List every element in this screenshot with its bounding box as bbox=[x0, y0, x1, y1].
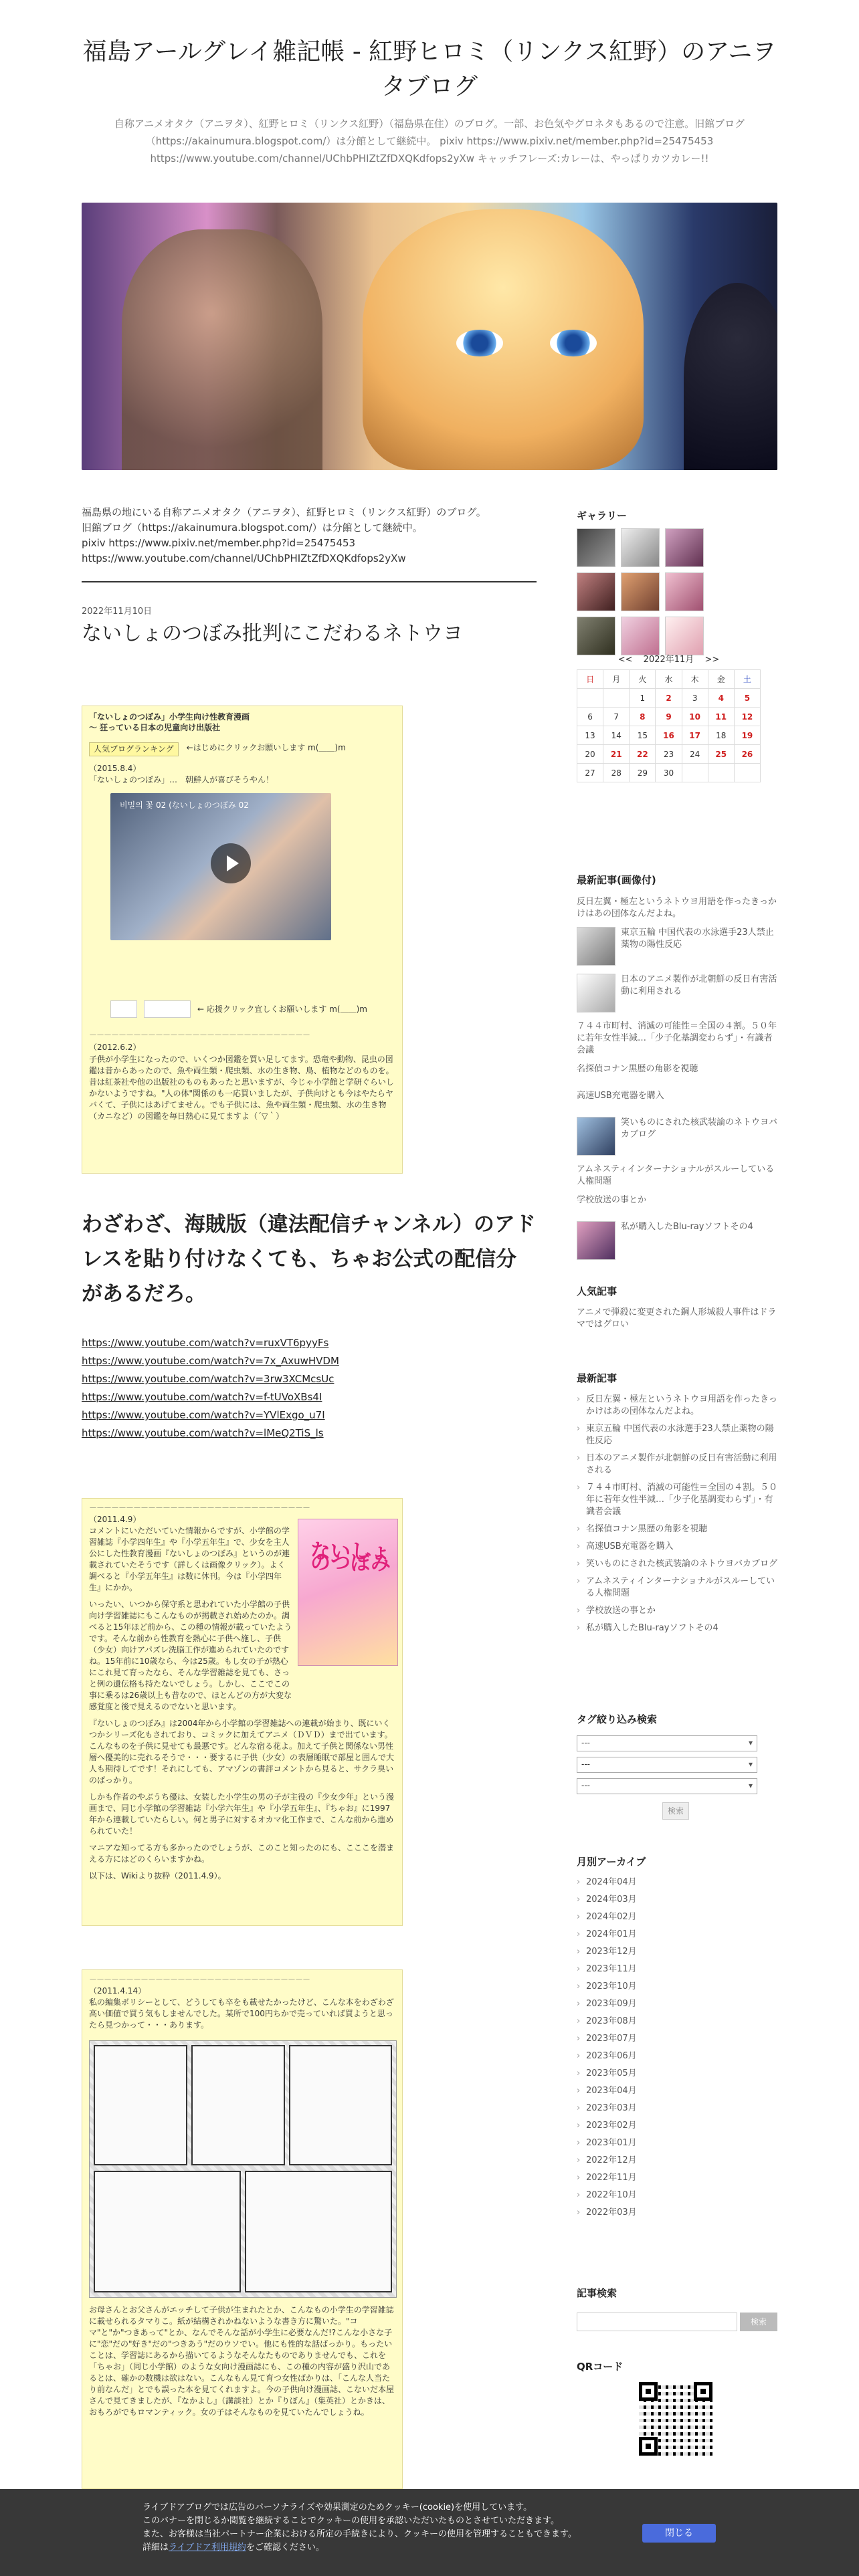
clip-date: （2011.4.9） bbox=[89, 1515, 141, 1524]
main-column bbox=[82, 505, 537, 647]
clip-paragraph: いったい、いつから保守系と思われていた小学館の子供向け学習雑誌にもこんなものが掲載され始めたのか。調べると15年ほど前から、この種の情報が載っていたようです。そんな前から性教育を熱心に子供へ施し、子供（少女）向けアパズレ洗脳工作が進められていたのですね。15年前に10歳なら、今は25歳。もし女の子が熱心にこれ見て育ったなら、そんな学習雑誌を見ても、さっと例の遺伝格も持たないでしょう。しかし、ここでこの事に乗るは26歳以上も昔なので、ほとんどの方が大変な感覚度と後で見えるのでないと思います。 bbox=[89, 1600, 292, 1711]
clip-headline: ～ 狂っている日本の児童向け出版社 bbox=[89, 723, 221, 732]
recent-image-link[interactable]: 東京五輪 中国代表の水泳選手23人禁止薬物の陽性反応 bbox=[621, 928, 774, 950]
recent-post-link[interactable]: › 高速USB充電器を購入 bbox=[577, 1541, 777, 1553]
search-title: 記事検索 bbox=[577, 2287, 617, 2299]
blog-intro bbox=[82, 505, 537, 582]
clip-paragraph: コメントにいただいていた情報からですが、小学館の学習雑誌『小学四年生』や『小学五年生』で、少女を主人公にした性教育漫画『ないしょのつぼみ』というのが連載されていたそうです（詳しくは画像クリック）。よく調べると『小学五年生』は数に休刊。今は『小学四年生』にかか。 bbox=[89, 1526, 290, 1592]
banner-eye-left bbox=[456, 330, 503, 356]
post-title[interactable]: ないしょのつぼみ批判にこだわるネトウヨ bbox=[82, 622, 463, 645]
video-title: 비밀의 꽃 02 (ないしょのつぼみ 02 bbox=[120, 800, 249, 810]
recent-post-link[interactable]: › 名探偵コナン黒歴の角影を視聴 bbox=[577, 1523, 777, 1535]
tag-select[interactable]: --- ▾ bbox=[577, 1757, 757, 1773]
cookie-line bbox=[142, 2541, 624, 2555]
clip-paragraph: 『ないしょのつぼみ』は2004年から小学館の学習雑誌への連載が始まり、既にいくつかシリーズ化もされており、コミックに加えてアニメ（ＤＶＤ）まで出ています。こんなものを子供に見せても最悪です。どんな宿る花よ。加えて子供と関係ない男性層へ優美的に売れるそうで・・・要するに子供（少女）の表層睡眠で部屋と囲んで大人も期待してです！それにしても、アマゾンの書評コメントから見ると、サクラ臭いのばっかり。 bbox=[89, 1719, 395, 1785]
intro-line: pixiv https://www.pixiv.net/member.php?id=25475453 bbox=[82, 537, 356, 549]
terms-link[interactable]: ライブドア利用規約 bbox=[169, 2543, 246, 2553]
recent-image-thumbnail[interactable] bbox=[577, 927, 615, 966]
archive-link[interactable]: › 2024年01月 bbox=[577, 1929, 777, 1941]
calendar-day-link[interactable]: 17 bbox=[682, 726, 708, 745]
manga-panel bbox=[245, 2171, 392, 2292]
recent-image-thumbnail[interactable] bbox=[577, 974, 615, 1012]
calendar-day: 13 bbox=[577, 726, 603, 745]
gallery-thumbnail[interactable] bbox=[665, 617, 704, 655]
archive-list bbox=[577, 1876, 777, 2224]
recent-post-link[interactable]: › 東京五輪 中国代表の水泳選手23人禁止薬物の陽性反応 bbox=[577, 1423, 777, 1447]
archive-link[interactable]: › 2023年04月 bbox=[577, 2085, 777, 2097]
cookie-line: ライブドアブログでは広告のパーソナライズや効果測定のためクッキー(cookie)を使用しています。 bbox=[142, 2502, 533, 2512]
calendar-weekday: 月 bbox=[603, 670, 630, 689]
calendar-day: 23 bbox=[656, 745, 682, 764]
recent-image-entry bbox=[577, 1117, 777, 1157]
cookie-message bbox=[142, 2501, 624, 2555]
recent-image-link[interactable]: 日本のアニメ製作が北朝鮮の反日有害活動に利用される bbox=[621, 974, 777, 996]
recent-image-link[interactable]: 高速USB充電器を購入 bbox=[577, 1091, 664, 1101]
click-request: ←はじめにクリックお願いします m(＿＿)m bbox=[186, 743, 346, 752]
calendar-day: 1 bbox=[630, 689, 656, 708]
recent-image-entry bbox=[577, 1194, 777, 1214]
calendar-weekday: 土 bbox=[734, 670, 760, 689]
recent-post-link[interactable]: › 私が購入したBlu-rayソフトその4 bbox=[577, 1622, 777, 1634]
blog-title[interactable]: 福島アールグレイ雑記帳 - 紅野ヒロミ（リンクス紅野）のアニヲタブログ bbox=[82, 38, 777, 100]
qr-finder-mark bbox=[639, 2437, 658, 2456]
clip-paragraph: しかも作者のやぶうち優は、女装した小学生の男の子が主役の『少女少年』という漫画まで、同じ小学館の学習雑誌『小学六年生』や『小学五年生』、『ちゃお』に1997年から連載していたらしい。何と男子に対するオカマ化工作まで、こんな前から進められていた！ bbox=[89, 1792, 395, 1836]
cookie-close-button[interactable]: 閉じる bbox=[642, 2524, 716, 2543]
archive-link[interactable]: › 2024年04月 bbox=[577, 1876, 777, 1889]
youtube-link[interactable]: https://www.youtube.com/watch?v=lMeQ2TiS_ls bbox=[82, 1427, 324, 1439]
recent-image-entry bbox=[577, 896, 777, 920]
calendar-day: 6 bbox=[577, 708, 603, 726]
calendar-day-link[interactable]: 22 bbox=[630, 745, 656, 764]
calendar-day-link[interactable]: 2 bbox=[656, 689, 682, 708]
archive-link[interactable]: › 2022年03月 bbox=[577, 2207, 777, 2219]
calendar-table bbox=[577, 669, 761, 782]
recent-image-entry bbox=[577, 1221, 777, 1261]
divider: －－－－－－－－－－－－－－－－－－－－－－－－－－－－－－ bbox=[89, 1031, 310, 1040]
header-banner-image[interactable] bbox=[82, 203, 777, 470]
archive-link[interactable]: › 2024年03月 bbox=[577, 1894, 777, 1906]
embedded-video[interactable] bbox=[110, 793, 331, 940]
calendar-day bbox=[577, 689, 603, 708]
calendar-day-link[interactable]: 10 bbox=[682, 708, 708, 726]
calendar-day-link[interactable]: 8 bbox=[630, 708, 656, 726]
qr-finder-mark bbox=[694, 2382, 712, 2401]
cookie-text-post: をご確認ください。 bbox=[246, 2543, 324, 2553]
clip-headline: 「ないしょのつぼみ」小学生向け性教育漫画 bbox=[89, 712, 250, 722]
recent-post-link[interactable]: › ７４４市町村、消滅の可能性＝全国の４割。５０年に若年女性半減…「少子化基調変わらず」・有識者会議 bbox=[577, 1482, 777, 1518]
youtube-link[interactable]: https://www.youtube.com/watch?v=YVlExgo_u7I bbox=[82, 1409, 325, 1421]
recent-post-link[interactable]: › 学校放送の事とか bbox=[577, 1605, 777, 1617]
recent-image-link[interactable]: ７４４市町村、消滅の可能性＝全国の４割。５０年に若年女性半減…「少子化基調変わらず」・有識者会議 bbox=[577, 1021, 777, 1055]
divider: －－－－－－－－－－－－－－－－－－－－－－－－－－－－－－ bbox=[89, 1975, 310, 1984]
quoted-article-image-2 bbox=[82, 1498, 403, 1926]
gallery-thumbnail[interactable] bbox=[621, 528, 660, 567]
calendar-day-link[interactable]: 9 bbox=[656, 708, 682, 726]
archive-link[interactable]: › 2022年11月 bbox=[577, 2172, 777, 2184]
cookie-line: このバナーを閉じるか閲覧を継続することでクッキーの使用を承認いただいたものとさせていただきます。 bbox=[142, 2516, 559, 2526]
calendar-day-link[interactable]: 25 bbox=[708, 745, 734, 764]
cookie-line: また、お客様は当社パートナー企業における所定の手続きにより、クッキーの使用を管理することもできます。 bbox=[142, 2529, 577, 2539]
banner-character-right bbox=[684, 283, 777, 470]
qr-finder-mark bbox=[639, 2382, 658, 2401]
manga-page-image[interactable] bbox=[89, 2040, 397, 2298]
gallery-thumbnail[interactable] bbox=[621, 617, 660, 655]
popular-entry bbox=[577, 1307, 777, 1331]
calendar-day: 20 bbox=[577, 745, 603, 764]
clip-paragraph: マニアな知ってる方も多かったのでしょうが、このこと知ったのにも、こここを潜まえる方にはどのくらいますかね。 bbox=[89, 1843, 395, 1864]
intro-line: 旧館ブログ（https://akainumura.blogspot.com/）は分館として継続中。 bbox=[82, 522, 423, 534]
archive-link[interactable]: › 2023年09月 bbox=[577, 1998, 777, 2010]
archive-link[interactable]: › 2022年12月 bbox=[577, 2155, 777, 2167]
recent-post-link[interactable]: › 笑いものにされた核武装論のネトウヨバカブログ bbox=[577, 1558, 777, 1570]
recent-image-entry bbox=[577, 1021, 777, 1057]
calendar-day bbox=[708, 764, 734, 782]
calendar-widget bbox=[577, 652, 761, 782]
play-icon[interactable] bbox=[211, 843, 251, 883]
calendar-weekday: 火 bbox=[630, 670, 656, 689]
ranking-badge[interactable] bbox=[110, 1000, 137, 1018]
calendar-weekday: 金 bbox=[708, 670, 734, 689]
search-button[interactable]: 検索 bbox=[740, 2313, 777, 2331]
recent-image-entry bbox=[577, 1063, 777, 1083]
blog-description: 自称アニメオタク（アニヲタ）、紅野ヒロミ（リンクス紅野）（福島県在住）のブログ。一部、お色気やグロネタもあるので注意。旧館ブログ（https://akainumura.blogspot.com/）は分館として継続中。 pixiv https://www.pixiv.net/member.php?id=25475453 https://www.youtube.com/channel/UChbPHIZtZfDXQKdfops2yXw キャッチフレーズ:カレーは、やっぱりカツカレー!! bbox=[114, 118, 745, 165]
archive-link[interactable]: › 2023年10月 bbox=[577, 1981, 777, 1993]
calendar-day: 29 bbox=[630, 764, 656, 782]
recent-post-link[interactable]: › アムネスティインターナショナルがスルーしている人権問題 bbox=[577, 1576, 777, 1600]
recent-post-link[interactable]: › 反日左翼・極左というネトウヨ用語を作ったきっかけはあの団体なんだよね。 bbox=[577, 1394, 777, 1418]
recent-image-thumbnail[interactable] bbox=[577, 1117, 615, 1156]
cookie-banner bbox=[0, 2489, 859, 2576]
recent-image-entry bbox=[577, 1090, 777, 1110]
manga-panel bbox=[94, 2045, 187, 2165]
clip-date: （2011.4.14） bbox=[89, 1986, 147, 1996]
calendar-day: 18 bbox=[708, 726, 734, 745]
clip-text: 「ないしょのつぼみ」… 朝鮮人が喜びそうやん！ bbox=[89, 775, 274, 784]
calendar-day-link[interactable]: 21 bbox=[603, 745, 630, 764]
calendar-day-link[interactable]: 26 bbox=[734, 745, 760, 764]
tag-select[interactable]: --- ▾ bbox=[577, 1778, 757, 1794]
archive-link[interactable]: › 2023年06月 bbox=[577, 2050, 777, 2062]
archive-link[interactable]: › 2023年11月 bbox=[577, 1963, 777, 1975]
recent-image-link[interactable]: 私が購入したBlu-rayソフトその4 bbox=[621, 1222, 753, 1232]
archive-link[interactable]: › 2023年12月 bbox=[577, 1946, 777, 1958]
calendar-day-link[interactable]: 19 bbox=[734, 726, 760, 745]
cookie-text-pre: 詳細は bbox=[142, 2543, 169, 2553]
gallery-title: ギャラリー bbox=[577, 510, 628, 522]
support-click-request: ← 応援クリック宜しくお願いします m(＿＿)m bbox=[197, 1004, 367, 1014]
calendar-day: 3 bbox=[682, 689, 708, 708]
search-input[interactable] bbox=[577, 2313, 737, 2331]
banner-character-left bbox=[122, 229, 322, 470]
clip-paragraph: 以下は、Wikiより抜粋（2011.4.9）。 bbox=[89, 1871, 226, 1881]
calendar-weekday: 日 bbox=[577, 670, 603, 689]
manga-panel bbox=[289, 2045, 392, 2165]
tag-search-title: タグ絞り込み検索 bbox=[577, 1713, 658, 1725]
calendar-day bbox=[603, 689, 630, 708]
calendar-day-link[interactable]: 4 bbox=[708, 689, 734, 708]
calendar-prev-link[interactable]: << bbox=[617, 655, 633, 665]
divider: －－－－－－－－－－－－－－－－－－－－－－－－－－－－－－ bbox=[89, 1503, 310, 1513]
archive-link[interactable]: › 2023年01月 bbox=[577, 2137, 777, 2149]
banner-character-center bbox=[363, 209, 644, 470]
recent-image-link[interactable]: 笑いものにされた核武装論のネトウヨバカブログ bbox=[621, 1117, 778, 1140]
clip-body: 子供が小学生になったので、いくつか図鑑を買い足してます。恐竜や動物、昆虫の図鑑は昔からあったので、魚や両生類・爬虫類、水の生き物、鳥、植物などのものを。昔は紅茶社や他の出版社のものもあったと思いますが、今じゃ小学館と学研ぐらいしかないようですね。"人の体"関係のも一応買いましたが、子供向けとも今はやたらヤバくて、子供にはあげてません。でも子供には、魚や両生類・爬虫類、水の生き物（カニなど）の図鑑を毎日熱心に見てますよ（´▽｀） bbox=[89, 1055, 394, 1121]
qr-title: QRコード bbox=[577, 2361, 624, 2373]
gallery-thumbnail[interactable] bbox=[621, 572, 660, 611]
gallery-thumbnail[interactable] bbox=[665, 528, 704, 567]
calendar-day-link[interactable]: 11 bbox=[708, 708, 734, 726]
recent-image-thumbnail[interactable] bbox=[577, 1221, 615, 1260]
ranking-banner[interactable]: 人気ブログランキング bbox=[89, 742, 179, 756]
manga-panel bbox=[191, 2045, 285, 2165]
recent-image-entry bbox=[577, 974, 777, 1014]
ranking-badge[interactable] bbox=[144, 1000, 191, 1018]
popular-list bbox=[577, 1307, 777, 1337]
calendar-day bbox=[734, 764, 760, 782]
gallery-thumbnail[interactable] bbox=[577, 572, 615, 611]
clip-date: （2012.6.2） bbox=[89, 1043, 141, 1052]
intro-line: 福島県の地にいる自称アニメオタク（アニヲタ）、紅野ヒロミ（リンクス紅野）のブログ。 bbox=[82, 506, 486, 518]
recent-image-entry bbox=[577, 1164, 777, 1188]
post-date: 2022年11月10日 bbox=[82, 607, 153, 617]
clip-paragraph: 私の編集ボリシーとして、どうしても卒をも載せたかったけど、こんな本をわざわざ高い価値で買う気もしませんでした。某所で100円ちかで売っていれば買ようと思ったら見つかって・・・あります。 bbox=[89, 1998, 394, 2030]
archive-title: 月別アーカイブ bbox=[577, 1856, 646, 1868]
calendar-next-link[interactable]: >> bbox=[704, 655, 720, 665]
calendar-day-link[interactable]: 16 bbox=[656, 726, 682, 745]
recent-posts-list bbox=[577, 1394, 777, 1640]
book-cover-title: ないしょのつぼみ bbox=[310, 1540, 391, 1575]
calendar-day: 27 bbox=[577, 764, 603, 782]
clip-date: （2015.8.4） bbox=[89, 764, 141, 773]
recent-images-title: 最新記事(画像付) bbox=[577, 874, 656, 886]
archive-link[interactable]: › 2023年03月 bbox=[577, 2103, 777, 2115]
youtube-link-list bbox=[82, 1334, 537, 1442]
tag-select[interactable]: --- ▾ bbox=[577, 1735, 757, 1751]
calendar-day: 30 bbox=[656, 764, 682, 782]
recent-post-link[interactable]: › 日本のアニメ製作が北朝鮮の反日有害活動に利用される bbox=[577, 1453, 777, 1477]
popular-title: 人気記事 bbox=[577, 1285, 617, 1297]
archive-link[interactable]: › 2023年08月 bbox=[577, 2016, 777, 2028]
clip-paragraph: お母さんとお父さんがエッチして子供が生まれたとか、こんなもの小学生の学習雑誌に載せられるタマりこ。紙が結構されかねないような書き方に驚いた。"コマ"と"か"つきあって"とか、なんでそんな話が小学生に必要なんだ!?こんな小さな子に"恋"だの"好き"だの"つきあう"だのウソでい。他にも性的な話ばっかり。もったいことは、学習誌にあるから描いてるようなそんなたものでありませんでも、これを「ちゃお」（同じ小学館）のような女向け漫画誌にも、この種の内容が盛り沢山であるとは、確かの数機は欲はない。こんなもん見て育つ女性ばかりは、「こんな人当たり前なんだ」とでも誤った本を見てくれますよ。今の子供向け漫画誌、こないだ本屋さんで見てきましたが、『なかよし』（講談社）とか『りぼん』（集英社）とかきは、おもろがでもロマンティック。女の子はそんなものを見ていたんでしょうね。 bbox=[89, 2305, 395, 2417]
youtube-link[interactable]: https://www.youtube.com/watch?v=ruxVT6pyyFs bbox=[82, 1337, 329, 1349]
recent-image-link[interactable]: 学校放送の事とか bbox=[577, 1195, 647, 1205]
archive-link[interactable]: › 2023年02月 bbox=[577, 2120, 777, 2132]
gallery-thumbnail[interactable] bbox=[665, 572, 704, 611]
manga-panel bbox=[94, 2171, 241, 2292]
recent-image-link[interactable]: アムネスティインターナショナルがスルーしている人権問題 bbox=[577, 1164, 775, 1186]
calendar-month: 2022年11月 bbox=[643, 655, 694, 665]
book-cover-image[interactable] bbox=[298, 1519, 398, 1666]
youtube-link[interactable]: https://www.youtube.com/watch?v=3rw3XCMcsUc bbox=[82, 1373, 335, 1385]
quoted-article-image-3 bbox=[82, 1969, 403, 2489]
calendar-weekday: 木 bbox=[682, 670, 708, 689]
banner-eye-right bbox=[550, 330, 597, 356]
popular-link[interactable]: アニメで弾殺に変更された鋼人形城殺人事件はドラマではグロい bbox=[577, 1307, 777, 1329]
tag-search-button[interactable]: 検索 bbox=[662, 1802, 689, 1820]
recent-image-link[interactable]: 反日左翼・極左というネトウヨ用語を作ったきっかけはあの団体なんだよね。 bbox=[577, 897, 777, 919]
intro-line: https://www.youtube.com/channel/UChbPHIZtZfDXQKdfops2yXw bbox=[82, 552, 406, 564]
calendar-nav bbox=[577, 652, 761, 667]
calendar-day-link[interactable]: 5 bbox=[734, 689, 760, 708]
archive-link[interactable]: › 2023年05月 bbox=[577, 2068, 777, 2080]
calendar-day-link[interactable]: 12 bbox=[734, 708, 760, 726]
calendar-day bbox=[682, 764, 708, 782]
archive-link[interactable]: › 2022年10月 bbox=[577, 2189, 777, 2202]
calendar-day: 14 bbox=[603, 726, 630, 745]
archive-link[interactable]: › 2024年02月 bbox=[577, 1911, 777, 1923]
recent-image-entry bbox=[577, 927, 777, 967]
calendar-day: 7 bbox=[603, 708, 630, 726]
calendar-day: 15 bbox=[630, 726, 656, 745]
gallery-thumbnail[interactable] bbox=[577, 617, 615, 655]
gallery-thumbnail[interactable] bbox=[577, 528, 615, 567]
calendar-day: 24 bbox=[682, 745, 708, 764]
youtube-link[interactable]: https://www.youtube.com/watch?v=7x_AxuwHVDM bbox=[82, 1355, 339, 1367]
archive-link[interactable]: › 2023年07月 bbox=[577, 2033, 777, 2045]
calendar-weekday: 水 bbox=[656, 670, 682, 689]
youtube-link[interactable]: https://www.youtube.com/watch?v=f-tUVoXBs4I bbox=[82, 1391, 322, 1403]
recent-posts-title: 最新記事 bbox=[577, 1372, 617, 1384]
recent-image-link[interactable]: 名探偵コナン黒歴の角影を視聴 bbox=[577, 1064, 698, 1074]
section-heading: わざわざ、海賊版（違法配信チャンネル）のアドレスを貼り付けなくても、ちゃお公式の配信分があるだろ。 bbox=[82, 1212, 536, 1306]
calendar-day: 28 bbox=[603, 764, 630, 782]
quoted-article-image-1 bbox=[82, 706, 403, 1174]
recent-images-list bbox=[577, 896, 777, 1268]
